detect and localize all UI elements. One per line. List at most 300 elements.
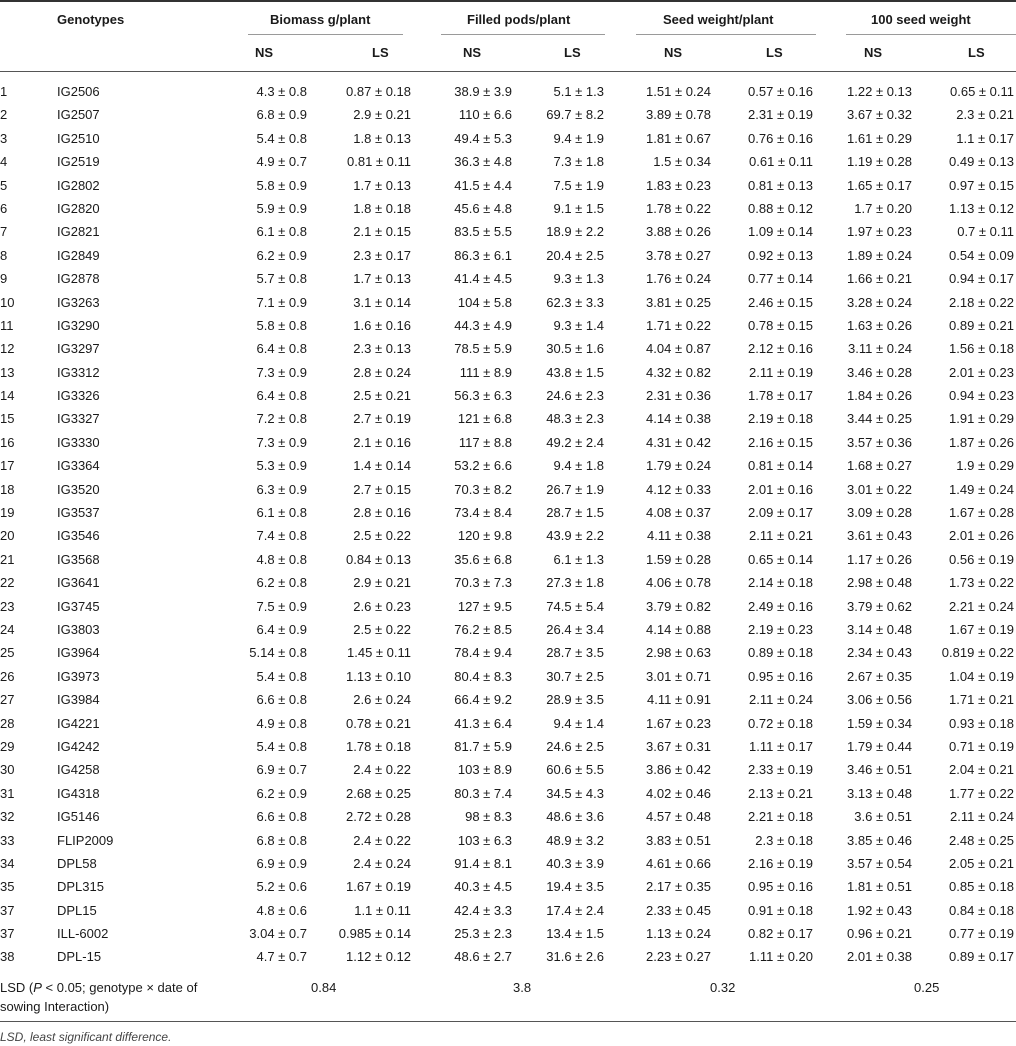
seed-weight-ls: 2.01 ± 0.16: [748, 481, 813, 497]
100-seed-weight-ns: 3.14 ± 0.48: [847, 621, 912, 637]
seed-weight-ns: 3.86 ± 0.42: [646, 762, 711, 778]
seed-weight-ns: 1.51 ± 0.24: [646, 84, 711, 99]
biomass-ns: 6.8 ± 0.8: [256, 832, 307, 848]
filled-pods-ls: 31.6 ± 2.6: [546, 949, 604, 965]
seed-weight-ls: 0.65 ± 0.14: [748, 551, 813, 567]
100-seed-weight-ls: 0.89 ± 0.17: [949, 949, 1014, 965]
filled-pods-ls: 26.4 ± 3.4: [546, 621, 604, 637]
100-seed-weight-ls: 2.04 ± 0.21: [949, 762, 1014, 778]
filled-pods-ls: 28.7 ± 3.5: [546, 645, 604, 661]
row-number: 14: [0, 388, 15, 404]
seed-weight-ns: 3.67 ± 0.31: [646, 738, 711, 754]
lsd-value-biomass: 0.84: [311, 980, 337, 995]
biomass-ns: 4.8 ± 0.6: [256, 902, 307, 918]
seed-weight-ns: 3.83 ± 0.51: [646, 832, 711, 848]
seed-weight-ns: 4.08 ± 0.37: [646, 505, 711, 521]
filled-pods-ls: 48.9 ± 3.2: [546, 832, 604, 848]
biomass-ns: 7.1 ± 0.9: [256, 294, 307, 310]
seed-weight-ls: 0.92 ± 0.13: [748, 247, 813, 263]
filled-pods-ls: 26.7 ± 1.9: [546, 481, 604, 497]
sub-header-ls: LS: [766, 45, 783, 60]
sub-header-ns: NS: [864, 45, 883, 60]
100-seed-weight-ls: 1.67 ± 0.28: [949, 505, 1014, 521]
seed-weight-ns: 4.31 ± 0.42: [646, 434, 711, 450]
biomass-ls: 1.7 ± 0.13: [353, 271, 411, 287]
genotype-name: IG3973: [57, 668, 100, 684]
seed-weight-ns: 1.71 ± 0.22: [646, 317, 711, 333]
100-seed-weight-ls: 2.05 ± 0.21: [949, 855, 1014, 871]
100-seed-weight-ls: 1.13 ± 0.12: [949, 200, 1014, 216]
seed-weight-ls: 2.33 ± 0.19: [748, 762, 813, 778]
genotype-name: IG4258: [57, 762, 100, 778]
filled-pods-ns: 111 ± 8.9: [459, 364, 512, 380]
table-row: [0, 688, 1016, 711]
table-row: [0, 80, 1016, 103]
biomass-ns: 6.3 ± 0.9: [256, 481, 307, 497]
sub-header-ns: NS: [664, 45, 683, 60]
seed-weight-ls: 2.09 ± 0.17: [748, 505, 813, 521]
seed-weight-ns: 2.31 ± 0.36: [646, 388, 711, 404]
genotype-name: IG2507: [57, 107, 100, 123]
genotype-name: IG3290: [57, 317, 100, 333]
biomass-ls: 2.7 ± 0.19: [353, 411, 411, 427]
genotype-name: IG2849: [57, 247, 100, 263]
seed-weight-ls: 0.57 ± 0.16: [748, 84, 813, 99]
table-row: [0, 945, 1016, 968]
biomass-ns: 7.2 ± 0.8: [256, 411, 307, 427]
seed-weight-ns: 1.83 ± 0.23: [646, 177, 711, 193]
seed-weight-ns: 1.76 ± 0.24: [646, 271, 711, 287]
100-seed-weight-ls: 1.49 ± 0.24: [949, 481, 1014, 497]
biomass-ls: 2.8 ± 0.24: [353, 364, 411, 380]
100-seed-weight-ls: 0.71 ± 0.19: [949, 738, 1014, 754]
biomass-ls: 1.7 ± 0.13: [353, 177, 411, 193]
biomass-ls: 1.67 ± 0.19: [346, 879, 411, 895]
row-number: 4: [0, 154, 8, 170]
biomass-ls: 0.84 ± 0.13: [346, 551, 411, 567]
seed-weight-ls: 0.81 ± 0.13: [748, 177, 813, 193]
filled-pods-ns: 49.4 ± 5.3: [454, 130, 512, 146]
filled-pods-ns: 117 ± 8.8: [458, 434, 512, 450]
table-row: [0, 712, 1016, 735]
filled-pods-ls: 5.1 ± 1.3: [553, 84, 604, 99]
genotype-name: DPL315: [57, 879, 104, 895]
seed-weight-ns: 1.79 ± 0.24: [646, 458, 711, 474]
100-seed-weight-ns: 0.96 ± 0.21: [847, 926, 912, 942]
biomass-ns: 5.3 ± 0.9: [256, 458, 307, 474]
biomass-ns: 6.4 ± 0.9: [256, 621, 307, 637]
genotype-name: IG3568: [57, 551, 100, 567]
filled-pods-ns: 78.5 ± 5.9: [454, 341, 512, 357]
filled-pods-ls: 7.5 ± 1.9: [553, 177, 604, 193]
row-number: 20: [0, 528, 15, 544]
filled-pods-ls: 30.5 ± 1.6: [546, 341, 604, 357]
filled-pods-ns: 70.3 ± 7.3: [454, 575, 512, 591]
100-seed-weight-ns: 3.46 ± 0.28: [847, 364, 912, 380]
group-rule-biomass: [248, 34, 403, 35]
biomass-ns: 6.2 ± 0.9: [256, 785, 307, 801]
filled-pods-ns: 83.5 ± 5.5: [454, 224, 512, 240]
100-seed-weight-ns: 2.34 ± 0.43: [847, 645, 912, 661]
seed-weight-ls: 0.91 ± 0.18: [748, 902, 813, 918]
100-seed-weight-ls: 0.54 ± 0.09: [949, 247, 1014, 263]
seed-weight-ls: 2.14 ± 0.18: [748, 575, 813, 591]
table-row: [0, 127, 1016, 150]
biomass-ls: 2.1 ± 0.16: [353, 434, 411, 450]
100-seed-weight-ls: 1.73 ± 0.22: [949, 575, 1014, 591]
row-number: 34: [0, 855, 15, 871]
filled-pods-ns: 45.6 ± 4.8: [454, 200, 512, 216]
row-number: 21: [0, 551, 15, 567]
biomass-ls: 0.87 ± 0.18: [346, 84, 411, 99]
biomass-ns: 6.9 ± 0.7: [256, 762, 307, 778]
100-seed-weight-ns: 1.63 ± 0.26: [847, 317, 912, 333]
row-number: 32: [0, 809, 15, 825]
col-header-100-seed-weight: 100 seed weight: [871, 12, 971, 27]
seed-weight-ns: 2.23 ± 0.27: [646, 949, 711, 965]
100-seed-weight-ns: 1.61 ± 0.29: [847, 130, 912, 146]
biomass-ls: 2.4 ± 0.22: [353, 762, 411, 778]
seed-weight-ls: 2.21 ± 0.18: [748, 809, 813, 825]
table-row: [0, 875, 1016, 898]
100-seed-weight-ls: 2.48 ± 0.25: [949, 832, 1014, 848]
row-number: 30: [0, 762, 15, 778]
filled-pods-ns: 42.4 ± 3.3: [454, 902, 512, 918]
biomass-ls: 0.78 ± 0.21: [346, 715, 411, 731]
seed-weight-ls: 2.11 ± 0.19: [749, 364, 813, 380]
100-seed-weight-ls: 1.71 ± 0.21: [949, 692, 1014, 708]
genotype-name: ILL-6002: [57, 926, 109, 942]
biomass-ns: 6.6 ± 0.8: [256, 809, 307, 825]
100-seed-weight-ns: 2.01 ± 0.38: [847, 949, 912, 965]
100-seed-weight-ns: 1.89 ± 0.24: [847, 247, 912, 263]
table-row: [0, 548, 1016, 571]
biomass-ls: 2.6 ± 0.24: [353, 692, 411, 708]
biomass-ns: 3.04 ± 0.7: [249, 926, 307, 942]
filled-pods-ns: 78.4 ± 9.4: [454, 645, 512, 661]
biomass-ls: 1.12 ± 0.12: [346, 949, 411, 965]
table-row: [0, 267, 1016, 290]
seed-weight-ns: 4.14 ± 0.88: [646, 621, 711, 637]
filled-pods-ls: 24.6 ± 2.3: [546, 388, 604, 404]
genotype-name: IG3745: [57, 598, 100, 614]
100-seed-weight-ls: 0.97 ± 0.15: [949, 177, 1014, 193]
row-number: 10: [0, 294, 15, 310]
table-row: [0, 197, 1016, 220]
seed-weight-ns: 4.06 ± 0.78: [646, 575, 711, 591]
row-number: 7: [0, 224, 8, 240]
table-row: [0, 735, 1016, 758]
table-row: [0, 103, 1016, 126]
filled-pods-ls: 28.9 ± 3.5: [546, 692, 604, 708]
100-seed-weight-ls: 2.18 ± 0.22: [949, 294, 1014, 310]
lsd-value-seed-weight: 0.32: [710, 980, 736, 995]
filled-pods-ls: 27.3 ± 1.8: [546, 575, 604, 591]
100-seed-weight-ls: 1.91 ± 0.29: [949, 411, 1014, 427]
biomass-ls: 2.1 ± 0.15: [353, 224, 411, 240]
table-row: [0, 571, 1016, 594]
table-row: [0, 829, 1016, 852]
seed-weight-ls: 2.16 ± 0.19: [748, 855, 813, 871]
row-number: 28: [0, 715, 15, 731]
100-seed-weight-ls: 0.49 ± 0.13: [949, 154, 1014, 170]
100-seed-weight-ls: 1.9 ± 0.29: [956, 458, 1014, 474]
100-seed-weight-ns: 2.98 ± 0.48: [847, 575, 912, 591]
sub-header-ls: LS: [968, 45, 985, 60]
genotype-name: IG4318: [57, 785, 100, 801]
filled-pods-ls: 13.4 ± 1.5: [546, 926, 604, 942]
seed-weight-ls: 0.61 ± 0.11: [749, 154, 813, 170]
filled-pods-ls: 34.5 ± 4.3: [546, 785, 604, 801]
100-seed-weight-ls: 2.01 ± 0.23: [949, 364, 1014, 380]
100-seed-weight-ls: 0.94 ± 0.17: [949, 271, 1014, 287]
filled-pods-ls: 9.3 ± 1.3: [553, 271, 604, 287]
seed-weight-ls: 2.19 ± 0.23: [748, 621, 813, 637]
filled-pods-ls: 18.9 ± 2.2: [546, 224, 604, 240]
table-row: [0, 174, 1016, 197]
seed-weight-ns: 1.13 ± 0.24: [646, 926, 711, 942]
100-seed-weight-ls: 2.11 ± 0.24: [950, 809, 1014, 825]
seed-weight-ns: 4.14 ± 0.38: [646, 411, 711, 427]
genotype-name: DPL15: [57, 902, 97, 918]
seed-weight-ls: 0.76 ± 0.16: [748, 130, 813, 146]
filled-pods-ns: 91.4 ± 8.1: [454, 855, 512, 871]
table-row: [0, 478, 1016, 501]
100-seed-weight-ls: 0.84 ± 0.18: [949, 902, 1014, 918]
100-seed-weight-ns: 1.59 ± 0.34: [847, 715, 912, 731]
100-seed-weight-ls: 1.77 ± 0.22: [949, 785, 1014, 801]
filled-pods-ls: 9.4 ± 1.9: [553, 130, 604, 146]
seed-weight-ns: 1.78 ± 0.22: [646, 200, 711, 216]
genotype-name: IG3964: [57, 645, 100, 661]
seed-weight-ls: 1.11 ± 0.20: [749, 949, 813, 965]
100-seed-weight-ls: 0.85 ± 0.18: [949, 879, 1014, 895]
row-number: 26: [0, 668, 15, 684]
100-seed-weight-ls: 0.93 ± 0.18: [949, 715, 1014, 731]
biomass-ns: 6.9 ± 0.9: [256, 855, 307, 871]
seed-weight-ls: 2.3 ± 0.18: [755, 832, 813, 848]
table-row: [0, 314, 1016, 337]
100-seed-weight-ns: 1.19 ± 0.28: [847, 154, 912, 170]
table-row: [0, 501, 1016, 524]
seed-weight-ns: 3.79 ± 0.82: [646, 598, 711, 614]
biomass-ns: 4.9 ± 0.7: [256, 154, 307, 170]
seed-weight-ns: 1.81 ± 0.67: [646, 130, 711, 146]
filled-pods-ls: 60.6 ± 5.5: [546, 762, 604, 778]
100-seed-weight-ls: 2.21 ± 0.24: [949, 598, 1014, 614]
group-rule-100-seed-weight: [846, 34, 1016, 35]
biomass-ls: 1.45 ± 0.11: [347, 645, 411, 661]
100-seed-weight-ls: 1.67 ± 0.19: [949, 621, 1014, 637]
biomass-ls: 2.3 ± 0.17: [353, 247, 411, 263]
sub-header-ns: NS: [255, 45, 274, 60]
table-row: [0, 244, 1016, 267]
row-number: 3: [0, 130, 8, 146]
genotype-name: IG2510: [57, 130, 100, 146]
filled-pods-ns: 66.4 ± 9.2: [454, 692, 512, 708]
filled-pods-ns: 127 ± 9.5: [457, 598, 512, 614]
filled-pods-ns: 121 ± 6.8: [457, 411, 512, 427]
biomass-ns: 7.5 ± 0.9: [256, 598, 307, 614]
seed-weight-ls: 2.16 ± 0.15: [748, 434, 813, 450]
100-seed-weight-ls: 0.89 ± 0.21: [949, 317, 1014, 333]
filled-pods-ls: 9.1 ± 1.5: [553, 200, 604, 216]
row-number: 38: [0, 949, 15, 965]
biomass-ls: 2.4 ± 0.24: [353, 855, 411, 871]
filled-pods-ns: 56.3 ± 6.3: [454, 388, 512, 404]
genotype-name: IG3984: [57, 692, 100, 708]
col-header-biomass: Biomass g/plant: [270, 12, 371, 27]
biomass-ns: 5.8 ± 0.9: [256, 177, 307, 193]
filled-pods-ls: 40.3 ± 3.9: [546, 855, 604, 871]
seed-weight-ns: 4.12 ± 0.33: [646, 481, 711, 497]
100-seed-weight-ns: 3.13 ± 0.48: [847, 785, 912, 801]
biomass-ls: 1.1 ± 0.11: [354, 902, 411, 918]
biomass-ns: 7.4 ± 0.8: [256, 528, 307, 544]
seed-weight-ns: 4.02 ± 0.46: [646, 785, 711, 801]
genotype-name: IG3327: [57, 411, 100, 427]
100-seed-weight-ns: 3.11 ± 0.24: [848, 341, 912, 357]
table-row: [0, 431, 1016, 454]
100-seed-weight-ls: 1.56 ± 0.18: [949, 341, 1014, 357]
biomass-ns: 4.3 ± 0.8: [256, 84, 307, 99]
table-row: [0, 220, 1016, 243]
100-seed-weight-ns: 1.65 ± 0.17: [847, 177, 912, 193]
table-row: [0, 337, 1016, 360]
genotype-name: DPL-15: [57, 949, 102, 965]
table-row: [0, 384, 1016, 407]
table-row: [0, 150, 1016, 173]
biomass-ls: 2.6 ± 0.23: [353, 598, 411, 614]
filled-pods-ns: 41.5 ± 4.4: [454, 177, 512, 193]
genotype-name: IG2802: [57, 177, 100, 193]
genotype-name: IG3803: [57, 621, 100, 637]
filled-pods-ns: 53.2 ± 6.6: [454, 458, 512, 474]
seed-weight-ns: 4.11 ± 0.38: [647, 528, 711, 544]
100-seed-weight-ns: 1.68 ± 0.27: [847, 458, 912, 474]
biomass-ns: 5.4 ± 0.8: [256, 130, 307, 146]
row-number: 35: [0, 879, 15, 895]
filled-pods-ns: 103 ± 8.9: [457, 762, 512, 778]
100-seed-weight-ls: 1.1 ± 0.17: [956, 130, 1014, 146]
seed-weight-ls: 0.89 ± 0.18: [748, 645, 813, 661]
biomass-ls: 2.3 ± 0.13: [353, 341, 411, 357]
seed-weight-ns: 2.33 ± 0.45: [646, 902, 711, 918]
seed-weight-ns: 4.57 ± 0.48: [646, 809, 711, 825]
seed-weight-ns: 3.01 ± 0.71: [646, 668, 711, 684]
seed-weight-ls: 2.49 ± 0.16: [748, 598, 813, 614]
100-seed-weight-ls: 2.01 ± 0.26: [949, 528, 1014, 544]
genotype-name: DPL58: [57, 855, 97, 871]
row-number: 13: [0, 364, 15, 380]
100-seed-weight-ns: 3.09 ± 0.28: [847, 505, 912, 521]
filled-pods-ns: 86.3 ± 6.1: [454, 247, 512, 263]
table-row: [0, 595, 1016, 618]
biomass-ls: 1.13 ± 0.10: [346, 668, 411, 684]
table-row: [0, 291, 1016, 314]
100-seed-weight-ns: 3.46 ± 0.51: [847, 762, 912, 778]
100-seed-weight-ls: 0.94 ± 0.23: [949, 388, 1014, 404]
biomass-ls: 2.5 ± 0.21: [353, 388, 411, 404]
100-seed-weight-ns: 3.85 ± 0.46: [847, 832, 912, 848]
100-seed-weight-ls: 1.87 ± 0.26: [949, 434, 1014, 450]
biomass-ls: 2.72 ± 0.28: [346, 809, 411, 825]
sub-header-ns: NS: [463, 45, 482, 60]
biomass-ns: 5.9 ± 0.9: [256, 200, 307, 216]
biomass-ls: 3.1 ± 0.14: [353, 294, 411, 310]
100-seed-weight-ns: 1.7 ± 0.20: [854, 200, 912, 216]
seed-weight-ns: 1.5 ± 0.34: [653, 154, 711, 170]
row-number: 25: [0, 645, 15, 661]
col-header-seed-weight: Seed weight/plant: [663, 12, 774, 27]
row-number: 6: [0, 200, 8, 216]
genotype-name: IG5146: [57, 809, 100, 825]
sub-header-ls: LS: [372, 45, 389, 60]
row-number: 37: [0, 902, 15, 918]
row-number: 16: [0, 434, 15, 450]
table-body: [0, 80, 1016, 969]
genotype-name: IG4221: [57, 715, 100, 731]
seed-weight-ls: 2.13 ± 0.21: [748, 785, 813, 801]
row-number: 27: [0, 692, 15, 708]
100-seed-weight-ns: 1.97 ± 0.23: [847, 224, 912, 240]
table-bottom-rule: [0, 1021, 1016, 1022]
filled-pods-ns: 81.7 ± 5.9: [454, 738, 512, 754]
genotype-name: IG3330: [57, 434, 100, 450]
seed-weight-ls: 2.12 ± 0.16: [748, 341, 813, 357]
seed-weight-ls: 2.46 ± 0.15: [748, 294, 813, 310]
100-seed-weight-ns: 1.66 ± 0.21: [847, 271, 912, 287]
seed-weight-ns: 4.61 ± 0.66: [646, 855, 711, 871]
row-number: 12: [0, 341, 15, 357]
100-seed-weight-ns: 1.22 ± 0.13: [847, 84, 912, 99]
row-number: 8: [0, 247, 8, 263]
genotype-name: IG3364: [57, 458, 100, 474]
filled-pods-ns: 103 ± 6.3: [457, 832, 512, 848]
100-seed-weight-ns: 3.01 ± 0.22: [847, 481, 912, 497]
100-seed-weight-ns: 1.92 ± 0.43: [847, 902, 912, 918]
table-row: [0, 361, 1016, 384]
table-row: [0, 641, 1016, 664]
filled-pods-ns: 104 ± 5.8: [457, 294, 512, 310]
seed-weight-ls: 0.78 ± 0.15: [748, 317, 813, 333]
biomass-ns: 7.3 ± 0.9: [256, 364, 307, 380]
row-number: 37: [0, 926, 15, 942]
biomass-ns: 5.4 ± 0.8: [256, 668, 307, 684]
seed-weight-ns: 1.67 ± 0.23: [646, 715, 711, 731]
100-seed-weight-ns: 3.6 ± 0.51: [854, 809, 912, 825]
filled-pods-ls: 7.3 ± 1.8: [553, 154, 604, 170]
biomass-ls: 1.4 ± 0.14: [353, 458, 411, 474]
100-seed-weight-ls: 0.819 ± 0.22: [941, 645, 1014, 661]
biomass-ns: 6.1 ± 0.8: [256, 224, 307, 240]
genotype-name: IG3263: [57, 294, 100, 310]
row-number: 24: [0, 621, 15, 637]
biomass-ns: 5.7 ± 0.8: [256, 271, 307, 287]
genotype-name: IG3297: [57, 341, 100, 357]
genotype-name: IG3641: [57, 575, 100, 591]
biomass-ns: 5.14 ± 0.8: [249, 645, 307, 661]
seed-weight-ls: 0.77 ± 0.14: [748, 271, 813, 287]
row-number: 15: [0, 411, 15, 427]
seed-weight-ls: 0.95 ± 0.16: [748, 668, 813, 684]
header-bottom-rule: [0, 71, 1016, 72]
genotype-name: IG4242: [57, 738, 100, 754]
100-seed-weight-ls: 2.3 ± 0.21: [956, 107, 1014, 123]
seed-weight-ls: 0.82 ± 0.17: [748, 926, 813, 942]
biomass-ls: 2.4 ± 0.22: [353, 832, 411, 848]
100-seed-weight-ls: 0.7 ± 0.11: [957, 224, 1014, 240]
